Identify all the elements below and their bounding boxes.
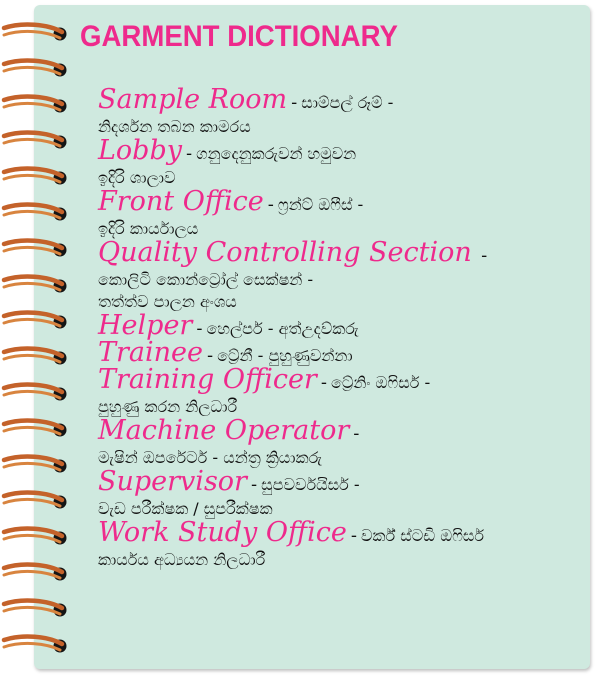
spiral-ring-icon	[4, 247, 60, 254]
entry-translation: හෙල්පර් - අත්උදව්කරු	[206, 319, 359, 338]
spiral-ring-icon	[4, 391, 60, 398]
entry-machine-operator	[98, 417, 578, 466]
entry-work-study-office	[98, 519, 578, 568]
entry-term: Supervisor	[98, 466, 247, 497]
entry-sample-room	[98, 86, 578, 135]
spiral-binding-icon	[0, 0, 80, 675]
entry-helper	[98, 312, 578, 339]
entry-supervisor	[98, 468, 578, 517]
spiral-ring-icon	[4, 31, 60, 38]
separator: -	[207, 346, 214, 366]
entry-term: Lobby	[98, 135, 183, 166]
entry-translation: ගනුදෙනුකරුවන් හමුවන	[196, 144, 357, 163]
entry-translation: සාම්පල් රූම් -	[301, 93, 394, 112]
spiral-ring-icon	[4, 643, 60, 650]
spiral-ring-icon	[4, 283, 60, 290]
spiral-ring-icon	[4, 319, 60, 326]
entry-term: Work Study Office	[98, 517, 347, 548]
spiral-ring-icon	[4, 427, 60, 434]
entry-meaning: ඉදිරි ශාලාව	[98, 168, 176, 187]
spiral-ring-icon	[4, 139, 60, 146]
separator: -	[353, 424, 360, 444]
entry-training-officer	[98, 366, 578, 415]
entry-translation: සුපවර්වයිසර් -	[261, 475, 360, 494]
dictionary-list	[98, 86, 578, 570]
entry-lobby	[98, 137, 578, 186]
entry-term: Trainee	[98, 337, 203, 368]
entry-term: Helper	[98, 310, 193, 341]
spiral-ring-icon	[4, 355, 60, 362]
entry-term: Sample Room	[98, 84, 288, 115]
spiral-ring-icon	[4, 175, 60, 182]
spiral-ring-icon	[4, 463, 60, 470]
entry-term: Quality Controlling Section	[98, 237, 472, 268]
entry-quality-controlling-section	[98, 239, 578, 310]
spiral-ring-icon	[4, 607, 60, 614]
separator: -	[475, 246, 488, 266]
entry-meaning: කාර්යය අධ්‍යයන නිලධාරී	[98, 550, 266, 569]
entry-translation: ෆ්‍රන්ට් ඔෆීස් -	[277, 195, 364, 214]
entry-term: Front Office	[98, 186, 264, 217]
entry-translation: ට්‍රේනී - පුහුණුවන්නා	[217, 346, 353, 365]
separator: -	[186, 144, 193, 164]
spiral-ring-icon	[4, 571, 60, 578]
entry-meaning: නිදර්ශන තබන කාමරය	[98, 117, 251, 136]
entry-term: Training Officer	[98, 364, 317, 395]
entry-translation: කොලිටි කොන්ට්‍රෝල් සෙක්ෂන් -	[98, 270, 314, 289]
spiral-ring-icon	[4, 103, 60, 110]
entry-translation: වර්ක් ස්ටඩි ඔෆිසර්	[361, 526, 485, 545]
entry-translation: මැෂින් ඔපරේටර් - යන්ත්‍ර ක්‍රියාකරු	[98, 448, 322, 467]
entry-meaning: තත්ත්ව පාලන අංශය	[98, 292, 237, 311]
separator: -	[291, 93, 298, 113]
separator: -	[196, 319, 203, 339]
entry-meaning: වැඩ පරීක්ෂක / සුපරීක්ෂක	[98, 499, 273, 518]
spiral-ring-icon	[4, 535, 60, 542]
spiral-ring-icon	[4, 499, 60, 506]
entry-meaning: ඉදිරි කාර්යාලය	[98, 219, 199, 238]
separator: -	[250, 475, 258, 495]
entry-trainee	[98, 339, 578, 366]
entry-front-office	[98, 188, 578, 237]
spiral-ring-icon	[4, 67, 60, 74]
spiral-ring-icon	[4, 211, 60, 218]
entry-translation: ට්‍රේනිං ඔෆිසර් -	[330, 373, 431, 392]
page-title: GARMENT DICTIONARY	[80, 20, 398, 53]
entry-term: Machine Operator	[98, 415, 350, 446]
entry-meaning: පුහුණු කරන නිලධාරී	[98, 397, 238, 416]
separator: -	[320, 373, 327, 393]
separator: -	[267, 195, 274, 215]
separator: -	[350, 526, 358, 546]
